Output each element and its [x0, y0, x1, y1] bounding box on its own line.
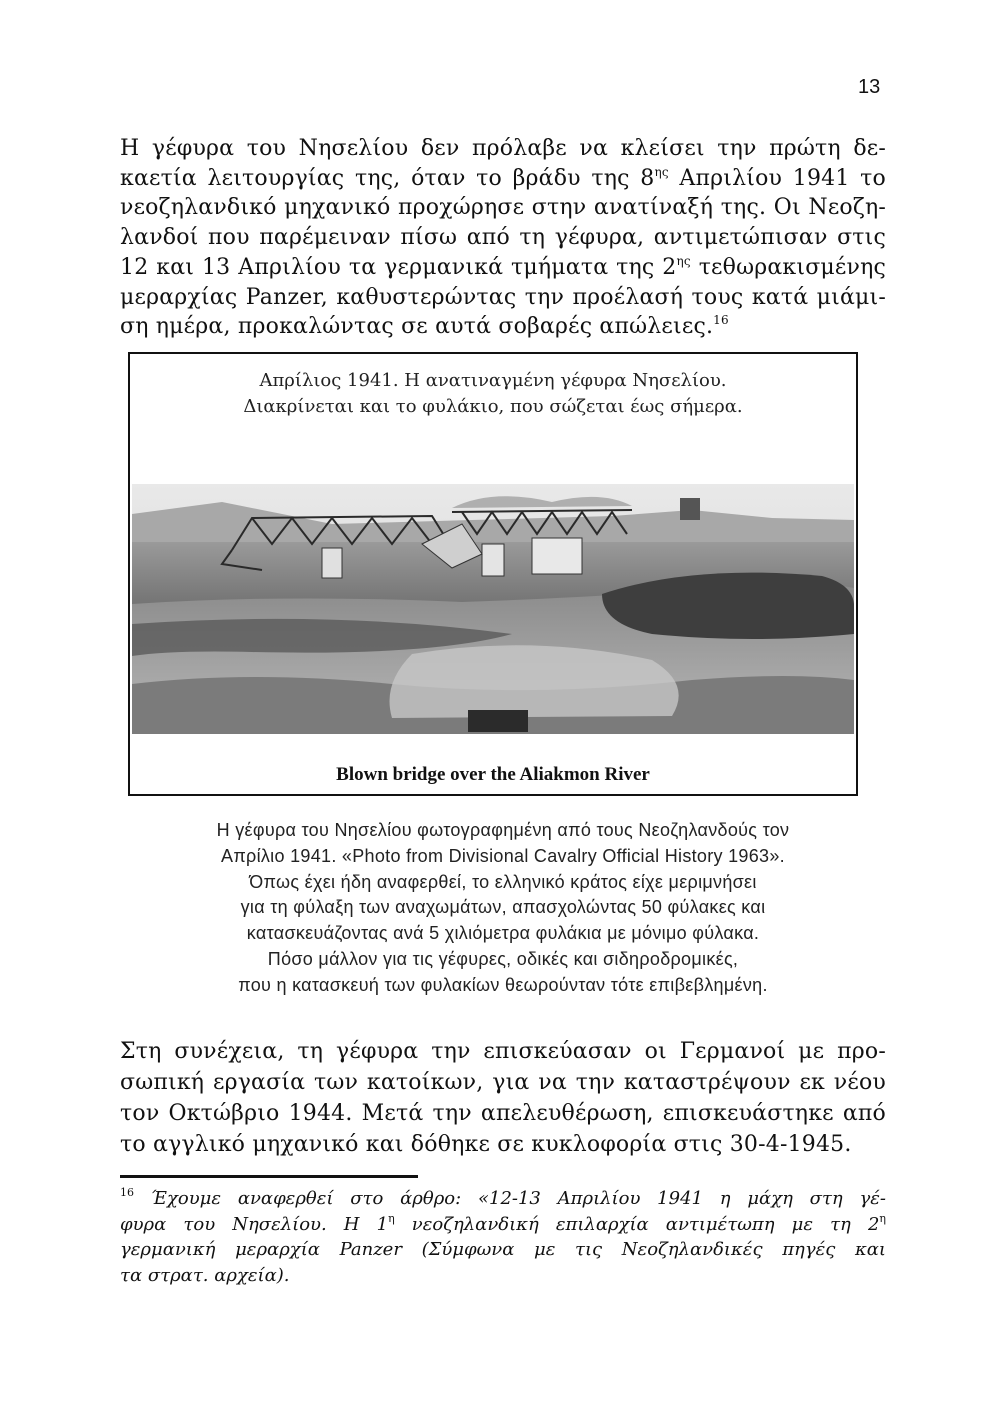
caption-line: για τη φύλαξη των αναχωμάτων, απασχολώντας 50 φύλακες και [240, 897, 766, 918]
text-line: το αγγλικό μηχανικό και δόθηκε σε κυκλοφορία στις 30-4-1945. [120, 1132, 852, 1157]
footnote-divider [120, 1175, 418, 1178]
caption-line: Πόσο μάλλον για τις γέφυρες, οδικές και σιδηροδρομικές, [267, 948, 739, 969]
blown-bridge-photo [132, 484, 854, 734]
caption-line: κατασκευάζοντας ανά 5 χιλιόμετρα φυλάκια με μόνιμο φύλακα. [246, 923, 760, 944]
caption-line: Όπως έχει ήδη αναφερθεί, το ελληνικό κράτος είχε μεριμνήσει [249, 871, 757, 892]
page-number: 13 [858, 76, 881, 98]
closing-paragraph [120, 1036, 886, 1160]
photo-figure [128, 352, 858, 796]
text-line: μεραρχίας Panzer, καθυστερώντας την προέλασή τους κατά μιάμι- [120, 284, 886, 310]
text-line: λανδοί που παρέμειναν πίσω από τη γέφυρα, αντιμετώπισαν στις [120, 225, 886, 251]
footnote [120, 1186, 886, 1288]
caption-line: Απρίλιο 1941. «Photo from Divisional Cavalry Official History 1963». [221, 845, 785, 866]
text-line: ση ημέρα, προκαλώντας σε αυτά σοβαρές απώλειες.$^{16}$ [120, 313, 729, 340]
footnote-line: γερμανική μεραρχία Panzer (Σύμφωνα με τις Νεοζηλανδικές πηγές και [120, 1239, 886, 1260]
text-line: νεοζηλανδικό μηχανικό προχώρησε στην ανατίναξή της. Οι Νεοζη- [120, 195, 886, 221]
text-line: τον Οκτώβριο 1944. Μετά την απελευθέρωση, επισκευάστηκε από [120, 1101, 886, 1126]
caption-line: που η κατασκευή των φυλακίων θεωρούνταν τότε επιβεβλημένη. [238, 974, 768, 995]
photo-caption [120, 818, 886, 999]
text-line: Στη συνέχεια, τη γέφυρα την επισκεύασαν οι Γερμανοί με προ- [120, 1039, 886, 1064]
figure-caption-bottom: Blown bridge over the Aliakmon River [336, 764, 650, 785]
text-line: Η γέφυρα του Νησελίου δεν πρόλαβε να κλείσει την πρώτη δε- [120, 136, 886, 161]
intro-paragraph [120, 134, 886, 342]
figure-caption-top: Απρίλιος 1941. Η ανατιναγμένη γέφυρα Νησελίου. Διακρίνεται και το φυλάκιο, που σώζεται έως σήμερα. [243, 370, 743, 417]
footnote-reference: 16 [713, 313, 729, 328]
text-line: σωπική εργασία των κατοίκων, για να την καταστρέψουν εκ νέου [120, 1070, 886, 1095]
text-line: καετία λειτουργίας της, όταν το βράδυ της $8^{\eta\varsigma}$ Απριλίου 1941 το [120, 164, 886, 191]
caption-line: Η γέφυρα του Νησελίου φωτογραφημένη από τους Νεοζηλανδούς τον [216, 820, 790, 840]
footnote-line: τα στρατ. αρχεία). [120, 1264, 290, 1286]
footnote-line: φυρα του Νησελίου. Η $1^\eta$ νεοζηλανδική επιλαρχία αντιμέτωπη με τη $2^\eta$ [120, 1211, 886, 1235]
text-line: 12 και 13 Απριλίου τα γερμανικά τμήματα της $2^{\eta\varsigma}$ τεθωρακισμένης [120, 253, 886, 280]
footnote-line: $^{16}$ Έχουμε αναφερθεί στο άρθρο: «12-13 Απριλίου 1941 η μάχη στη γέ- [120, 1186, 886, 1209]
footnote-number: 16 [120, 1186, 134, 1199]
